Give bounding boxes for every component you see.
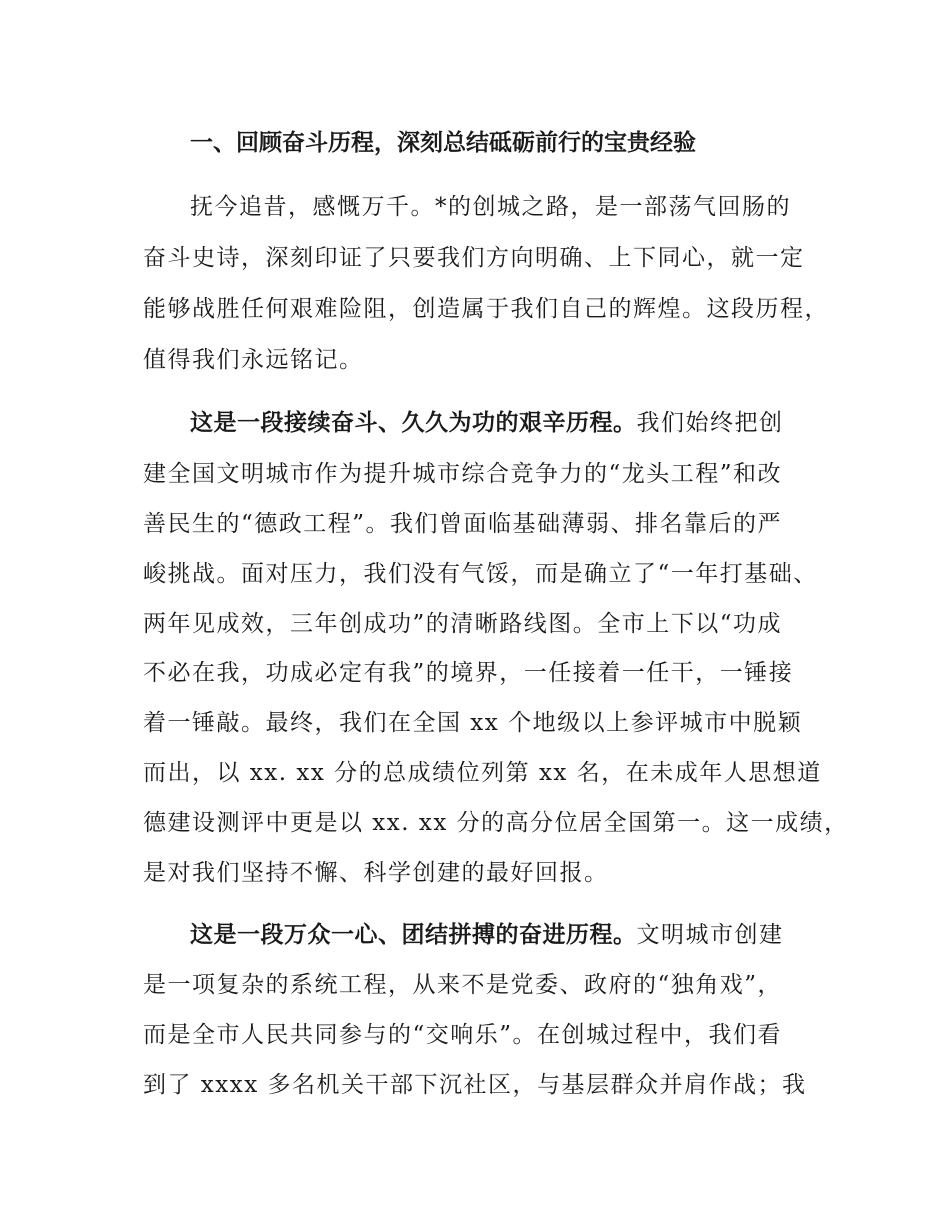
paragraph-line: 能够战胜任何艰难险阻，创造属于我们自己的辉煌。这段历程，: [143, 296, 829, 322]
paragraph-text: 我们始终把创: [636, 410, 784, 436]
paragraph-text: 文明城市创建: [636, 922, 784, 948]
paragraph-line: 峻挑战。面对压力，我们没有气馁，而是确立了“一年打基础、: [143, 561, 818, 587]
paragraph-line: [190, 918, 784, 952]
paragraph-line: 是一项复杂的系统工程，从来不是党委、政府的“独角戏”，: [143, 972, 783, 998]
paragraph-line: 是对我们坚持不懈、科学创建的最好回报。: [143, 860, 609, 886]
paragraph-line: 两年见成效，三年创成功”的清晰路线图。全市上下以“功成: [143, 611, 783, 637]
paragraph-line: 建全国文明城市作为提升城市综合竞争力的“龙头工程”和改: [143, 461, 783, 487]
paragraph-line: 抚今追昔，感慨万千。*的创城之路，是一部荡气回肠的: [190, 194, 791, 220]
paragraph-line: 而出，以 xx. xx 分的总成绩位列第 xx 名，在未成年人思想道: [143, 760, 822, 786]
paragraph-line: 奋斗史诗，深刻印证了只要我们方向明确、上下同心，就一定: [143, 245, 805, 271]
paragraph-line: [190, 406, 784, 440]
bold-lead-sentence: 这是一段万众一心、团结拼搏的奋进历程。: [190, 922, 637, 948]
paragraph-line: 到了 xxxx 多名机关干部下沉社区，与基层群众并肩作战；我: [143, 1072, 807, 1098]
paragraph-line: 而是全市人民共同参与的“交响乐”。在创城过程中，我们看: [143, 1022, 783, 1048]
paragraph-line: 着一锤敲。最终，我们在全国 xx 个地级以上参评城市中脱颖: [143, 710, 803, 736]
bold-lead-sentence: 这是一段接续奋斗、久久为功的艰辛历程。: [190, 410, 637, 436]
paragraph-line: 善民生的“德政工程”。我们曾面临基础薄弱、排名靠后的严: [143, 511, 783, 537]
paragraph-line: 值得我们永远铭记。: [143, 347, 364, 373]
section-heading: 一、回顾奋斗历程，深刻总结砥砺前行的宝贵经验: [190, 130, 696, 156]
paragraph-line: 德建设测评中更是以 xx. xx 分的高分位居全国第一。这一成绩，: [143, 810, 849, 836]
paragraph-line: 不必在我，功成必定有我”的境界，一任接着一任干，一锤接: [143, 660, 794, 686]
